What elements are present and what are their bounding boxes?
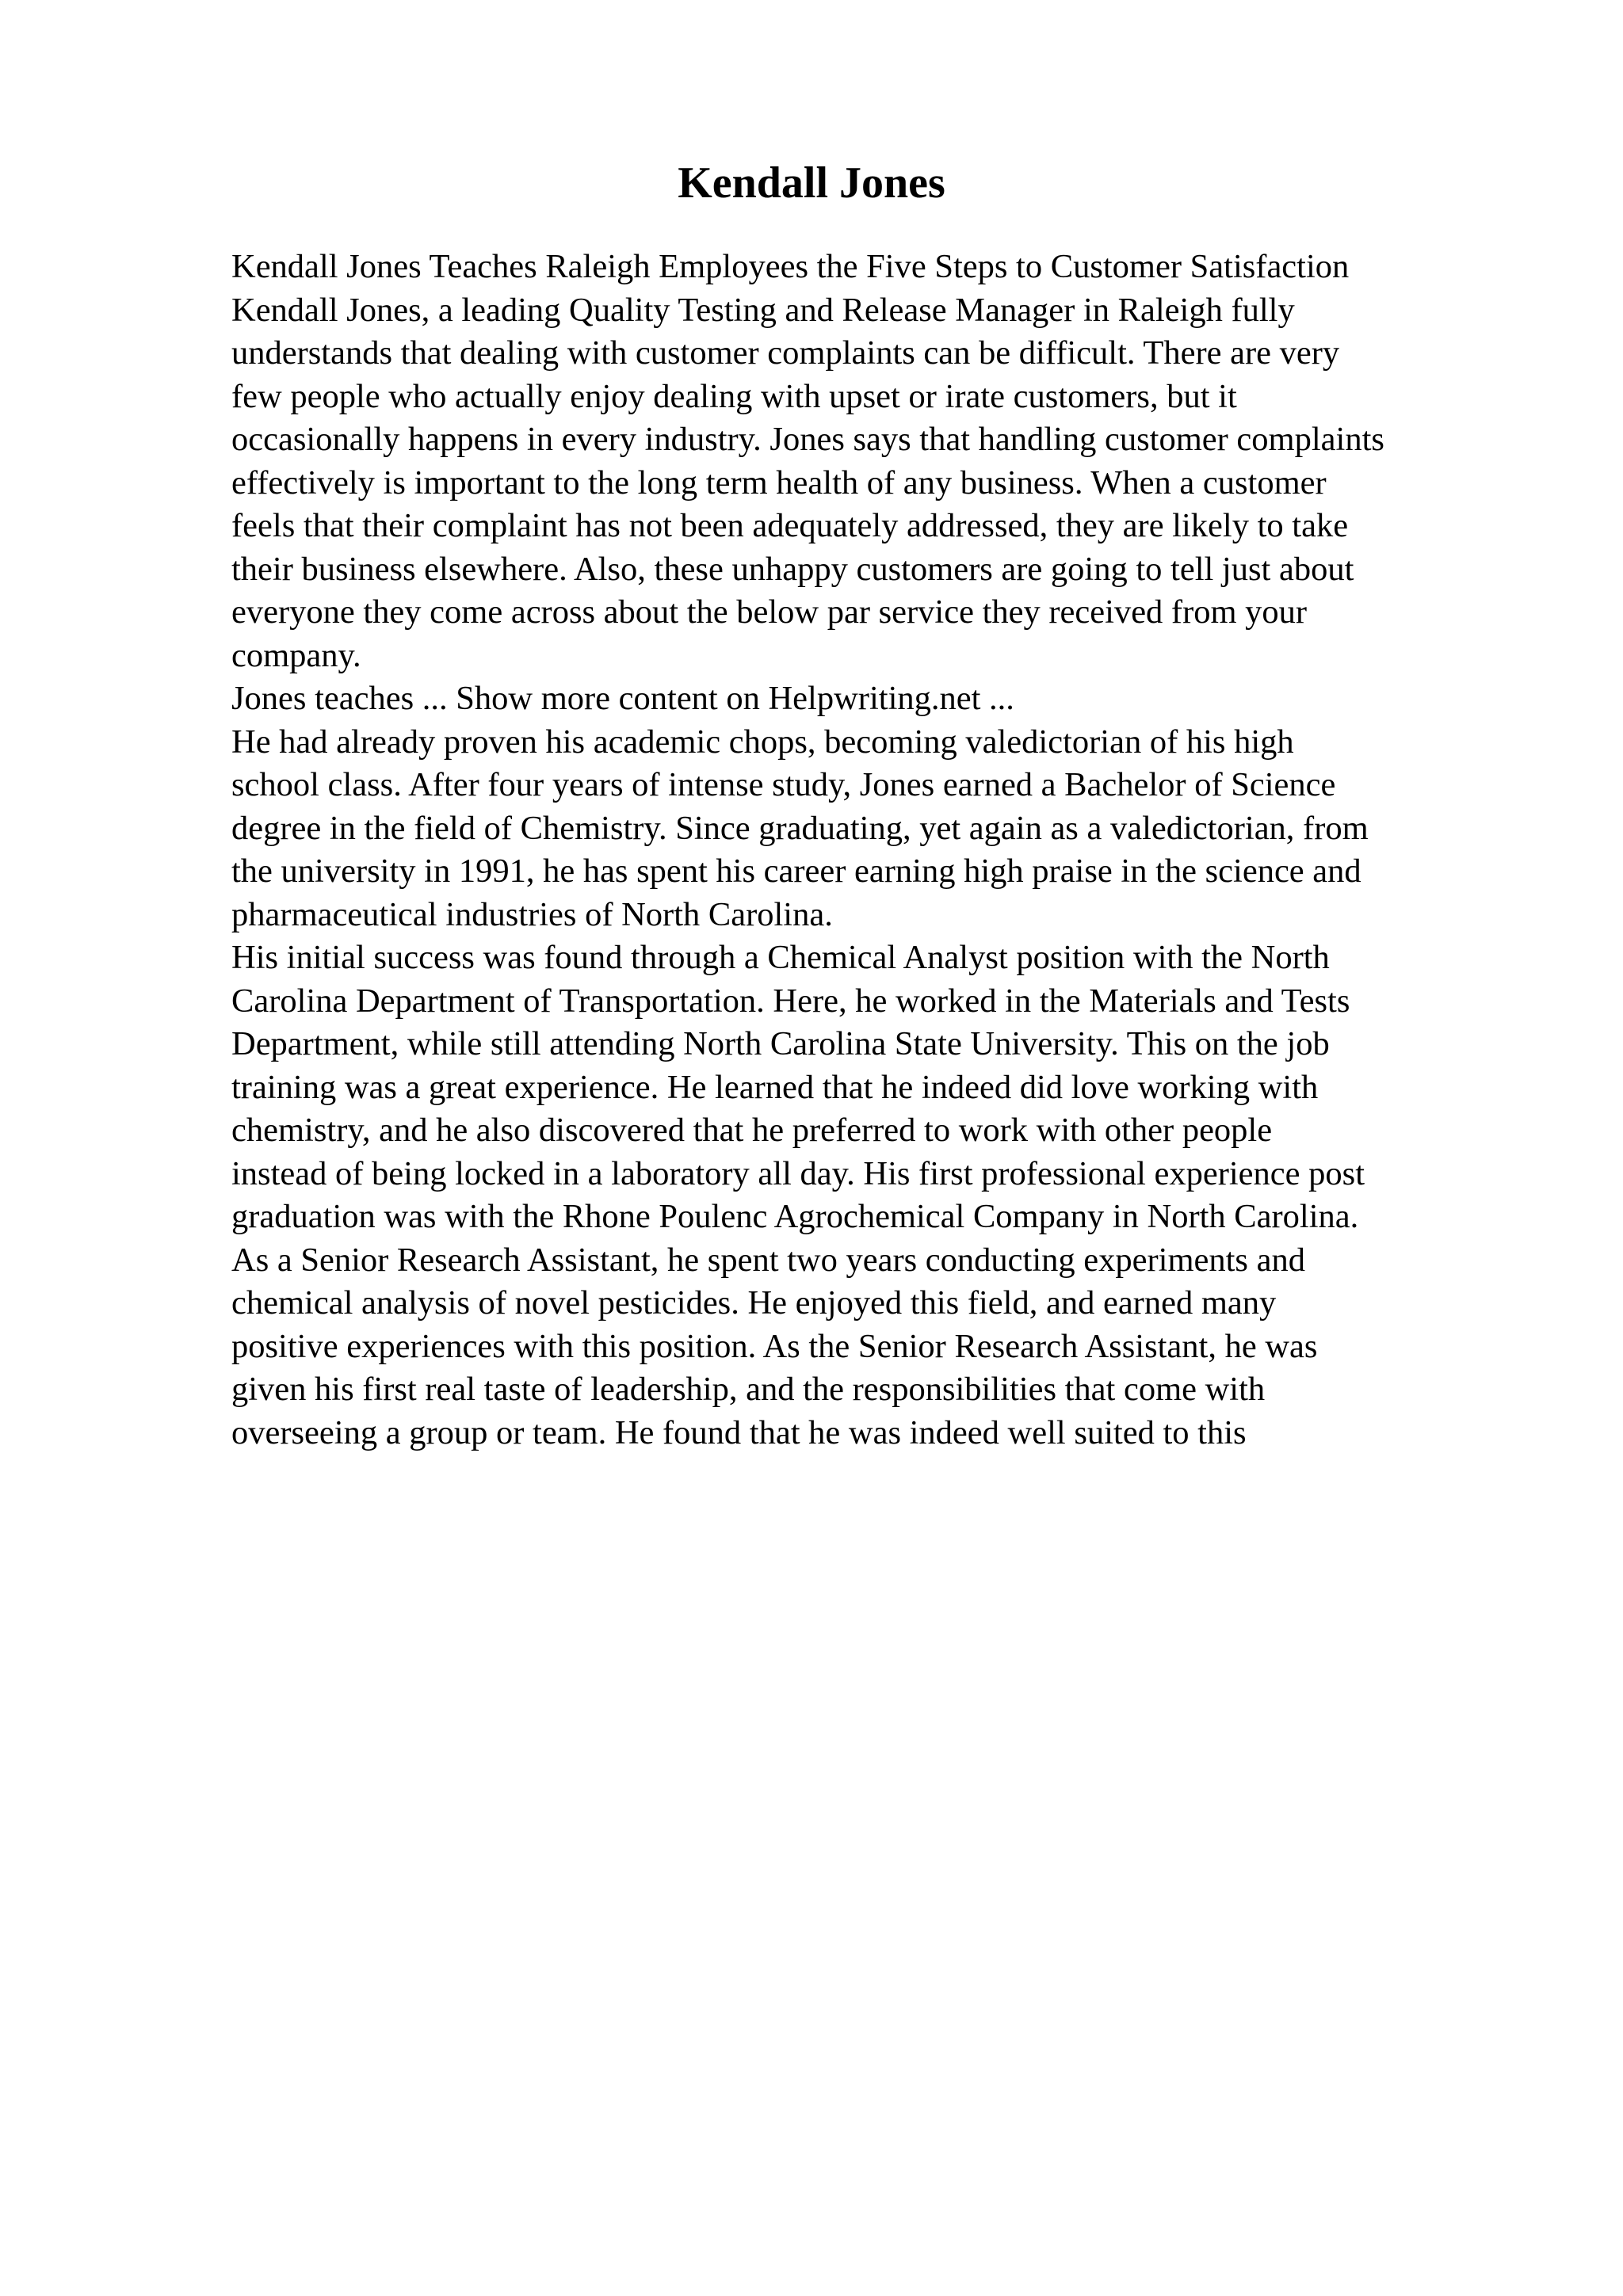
text-line: company. bbox=[231, 636, 361, 674]
text-line: graduation was with the Rhone Poulenc Agrochemical Company in North Carolina. bbox=[231, 1198, 1359, 1235]
text-line: Department, while still attending North Carolina State University. This on the job bbox=[231, 1025, 1330, 1062]
text-line: His initial success was found through a Chemical Analyst position with the North bbox=[231, 939, 1330, 976]
text-line: instead of being locked in a laboratory all day. His first professional experience post bbox=[231, 1154, 1365, 1192]
text-line: occasionally happens in every industry. Jones says that handling customer complaints bbox=[231, 421, 1384, 458]
text-line: Kendall Jones Teaches Raleigh Employees the Five Steps to Customer Satisfaction bbox=[231, 248, 1350, 285]
text-line: few people who actually enjoy dealing with upset or irate customers, but it bbox=[231, 377, 1237, 415]
text-line: He had already proven his academic chops, becoming valedictorian of his high bbox=[231, 723, 1294, 761]
text-line: Kendall Jones, a leading Quality Testing and Release Manager in Raleigh fully bbox=[231, 291, 1295, 329]
text-line: Jones teaches ... Show more content on Helpwriting.net ... bbox=[231, 680, 1014, 717]
text-line: feels that their complaint has not been adequately addressed, they are likely to take bbox=[231, 507, 1349, 544]
text-line: pharmaceutical industries of North Carolina. bbox=[231, 895, 833, 933]
text-line: training was a great experience. He learned that he indeed did love working with bbox=[231, 1068, 1319, 1106]
text-line: chemistry, and he also discovered that he preferred to work with other people bbox=[231, 1112, 1273, 1149]
text-line: everyone they come across about the below par service they received from your bbox=[231, 593, 1308, 631]
text-line: understands that dealing with customer complaints can be difficult. There are very bbox=[231, 334, 1340, 372]
text-line: Carolina Department of Transportation. Here, he worked in the Materials and Tests bbox=[231, 982, 1350, 1020]
document-title: Kendall Jones bbox=[678, 158, 945, 208]
text-line: degree in the field of Chemistry. Since graduating, yet again as a valedictorian, from bbox=[231, 809, 1369, 847]
text-line: effectively is important to the long term health of any business. When a customer bbox=[231, 463, 1327, 502]
document-body bbox=[231, 246, 1515, 1455]
text-line: the university in 1991, he has spent his career earning high praise in the science and bbox=[231, 852, 1361, 890]
text-line: positive experiences with this position. As the Senior Research Assistant, he was bbox=[231, 1327, 1318, 1365]
text-line: school class. After four years of intense study, Jones earned a Bachelor of Science bbox=[231, 766, 1336, 803]
text-line: chemical analysis of novel pesticides. He enjoyed this field, and earned many bbox=[231, 1284, 1277, 1322]
text-line: As a Senior Research Assistant, he spent two years conducting experiments and bbox=[231, 1241, 1305, 1279]
text-line: given his first real taste of leadership, and the responsibilities that come with bbox=[231, 1371, 1266, 1408]
text-line: their business elsewhere. Also, these unhappy customers are going to tell just about bbox=[231, 550, 1354, 588]
text-line: overseeing a group or team. He found that he was indeed well suited to this bbox=[231, 1413, 1247, 1451]
